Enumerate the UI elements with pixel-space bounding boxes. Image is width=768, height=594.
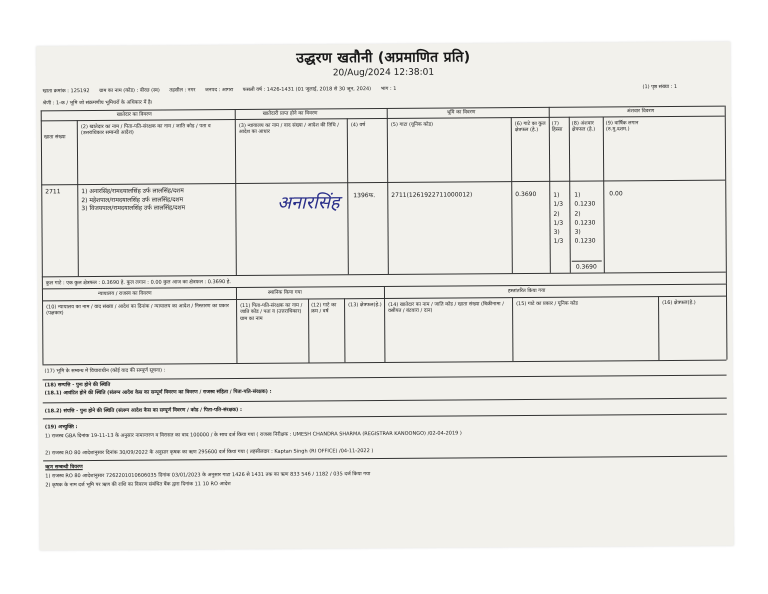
col-hissa: (7) हिस्सा — [551, 120, 563, 134]
col-court: (3) न्यायालय का नाम / वाद संख्या / आदेश की तिथि / आदेश का आधार — [238, 122, 339, 136]
lower-col-15: (15) गाटे का प्रकार / यूनिक कोड — [516, 300, 578, 308]
lower-col-12: (12) गाटे का क्रम / वर्ष — [311, 302, 337, 315]
note-18-1: (18.1) आवंटित होने की स्थिति (संलग्न आदेश केस का सम्पूर्ण विवरण का विवरण / राजस्व संहिता / पिता-पति-संरक्षक) : — [44, 388, 272, 397]
row-khata-no: 2711 — [45, 188, 61, 196]
note-18-2: (18.2) संपत्ति - पुनः होने की स्थिति (संलग्न आदेश केस का सम्पूर्ण विवरण / कोड / पिता-पति-संरक्षक) : — [44, 407, 243, 415]
owner-3: 3) विजयपाल/रामदयालसिंह उर्फ लालसिंह/दशम — [81, 204, 186, 213]
note-19: (19) अभ्युक्ति : — [44, 424, 78, 431]
col-area: (6) गाटे का कुल क्षेत्रफल (हे.) — [514, 120, 546, 134]
lower-col-16: (16) क्षेत्रफल(हे.) — [662, 299, 696, 307]
category-line: श्रेणी : 1-क / भूमि जो संक्रमणीय भूमिधरों के अधिकार में है। — [42, 99, 153, 107]
khatauni-document — [36, 42, 734, 551]
row-shares: 1) 1/3 2) 1/3 3) 1/3 — [553, 191, 564, 246]
lower-group-transferred-out: हस्तांतरित किया गया — [507, 287, 546, 295]
row-lagan: 0.00 — [609, 190, 623, 198]
summary-line: कुल गाटे : एक कुल क्षेत्रफल : 0.3690 हे. कुल लगान : 0.00 कुल आज का क्षेत्रफल : 0.3690 हे. — [45, 279, 232, 287]
owner-1: 1) अनारसिंह/रामदयालसिंह उर्फ लालसिंह/दशम — [81, 187, 184, 196]
col-share-area: (8) अंशवार क्षेत्रफल (हे.) — [571, 120, 596, 133]
fasli-year: फसली वर्ष : 1426-1431 (01 जुलाई, 2018 से 30 जून, 2024) — [242, 86, 372, 93]
row-gata: 2711(1261922711000012) — [391, 191, 473, 199]
lower-col-14: (14) खातेदार का नाम / जाति कोड / खाता संख्या (बिक्रीनामा / वसीयत / बंटवारा / दान) — [388, 301, 504, 315]
lower-group-transferred-in: स्थानिक किया गया — [267, 289, 302, 296]
document-title: उद्धरण खतौनी (अप्रमाणित प्रति) — [296, 49, 471, 67]
lower-col-11: (11) पिता-पति-संरक्षक का नाम / जाति कोड / पता व (उत्तराधिकार) ग्राम का नाम — [240, 302, 303, 322]
group-share: अंशवार विवरण — [626, 108, 655, 115]
row-total-area: 0.3690 — [575, 263, 597, 271]
col-year: (4) वर्ष — [350, 122, 366, 129]
col-lagan: (9) वार्षिक लगान (रु.मु.दशम.) — [605, 120, 639, 133]
note-19-1: 1) राजस्व GBA दिनांक 19-11-13 के अनुसार नामान्तरण व विरासत का वाद 100000 / के साथ दर्ज किया गया ( राजस्व निरीक्षक : UMESH CHANDRA SHARMA (REGISTRAR KANOONGO) /02-04-2019 ) — [44, 430, 462, 440]
lower-col-10: (10) न्यायालय का नाम / वाद संख्या / आदेश का दिनांक / न्यायालय का आदेश / निस्तारण का प्रकार (पक्षकार) — [46, 303, 229, 317]
group-khatedar: खातेदार का विवरण — [116, 111, 152, 118]
village-name: ग्राम का नाम (कोड) : बीरछ (स्व) — [99, 87, 160, 94]
row-area: 0.3690 — [515, 190, 537, 199]
col-owner: (2) खातेदार का नाम / पिता-पति-संरक्षक का नाम / जाति कोड / पता व (उत्तराधिकार सम्बन्धी आदेश) — [80, 123, 211, 137]
khata-number: खाता क्रमांक : 125192 — [42, 88, 90, 95]
loan-2: 2) कृषक के नाम दर्ज भूमि पर ऋण की राशि का विवरण संबंधित बैंक द्वारा दिनांक 11 10 RO आदेश — [45, 481, 231, 489]
loan-1: 1) राजस्व RO 80 आदेशानुसार 7262201010606035 दिनांक 03/01/2023 के अनुसार गाटा 1426 से 1431 तक का ऋण 833 546 / 1182 / 035 दर्ज किया गया — [45, 471, 371, 480]
document-datetime: 20/Aug/2024 12:38:01 — [332, 67, 435, 79]
owner-2: 2) महेशपाल/रामदयालसिंह उर्फ लालसिंह/दशम — [81, 196, 184, 204]
lower-col-13: (13) क्षेत्रफल(हे.) — [348, 302, 382, 309]
row-share-areas: 1) 0.1230 2) 0.1230 3) 0.1230 — [574, 191, 596, 246]
lower-group-court: न्यायालय / राजस्व का विवरण — [97, 290, 152, 298]
janpad-name: जनपद : आगरा — [205, 87, 234, 94]
group-source: खातेदारी प्राप्त होने का विवरण — [262, 110, 318, 117]
note-17: (17) भूमि के सम्बन्ध में विचाराधीन (कोई वाद की सम्पूर्ण सूचना) : — [44, 367, 166, 375]
bhag: भाग : 1 — [380, 85, 397, 93]
row-owners — [81, 187, 231, 214]
document-meta — [42, 83, 678, 95]
handwritten-signature: अनारसिंह — [277, 192, 340, 214]
note-18: (18) सम्पत्ति - पुनः होने की स्थिति — [44, 381, 111, 389]
page-number: (1) पृष्ठ संख्या : 1 — [642, 83, 678, 91]
loan-heading: ऋण सम्बन्धी विवरण — [45, 464, 83, 471]
note-19-2: 2) राजस्व RO 80 आदेशानुसार दिनांक 30/09/2022 के अनुसार कृषक का ऋण 295600 दर्ज किया गया ( तहसीलदार : Kaptan Singh (RI OFFICE) /04-11-2022 ) — [45, 448, 374, 457]
row-year: 1396फ. — [353, 192, 376, 200]
col-khata: खाता संख्या — [43, 134, 66, 141]
group-land: भूमि का विवरण — [446, 109, 476, 116]
tehsil-name: तहसील : नगर — [169, 87, 196, 94]
col-gata: (5) गाटा (यूनिक कोड) — [390, 121, 434, 128]
